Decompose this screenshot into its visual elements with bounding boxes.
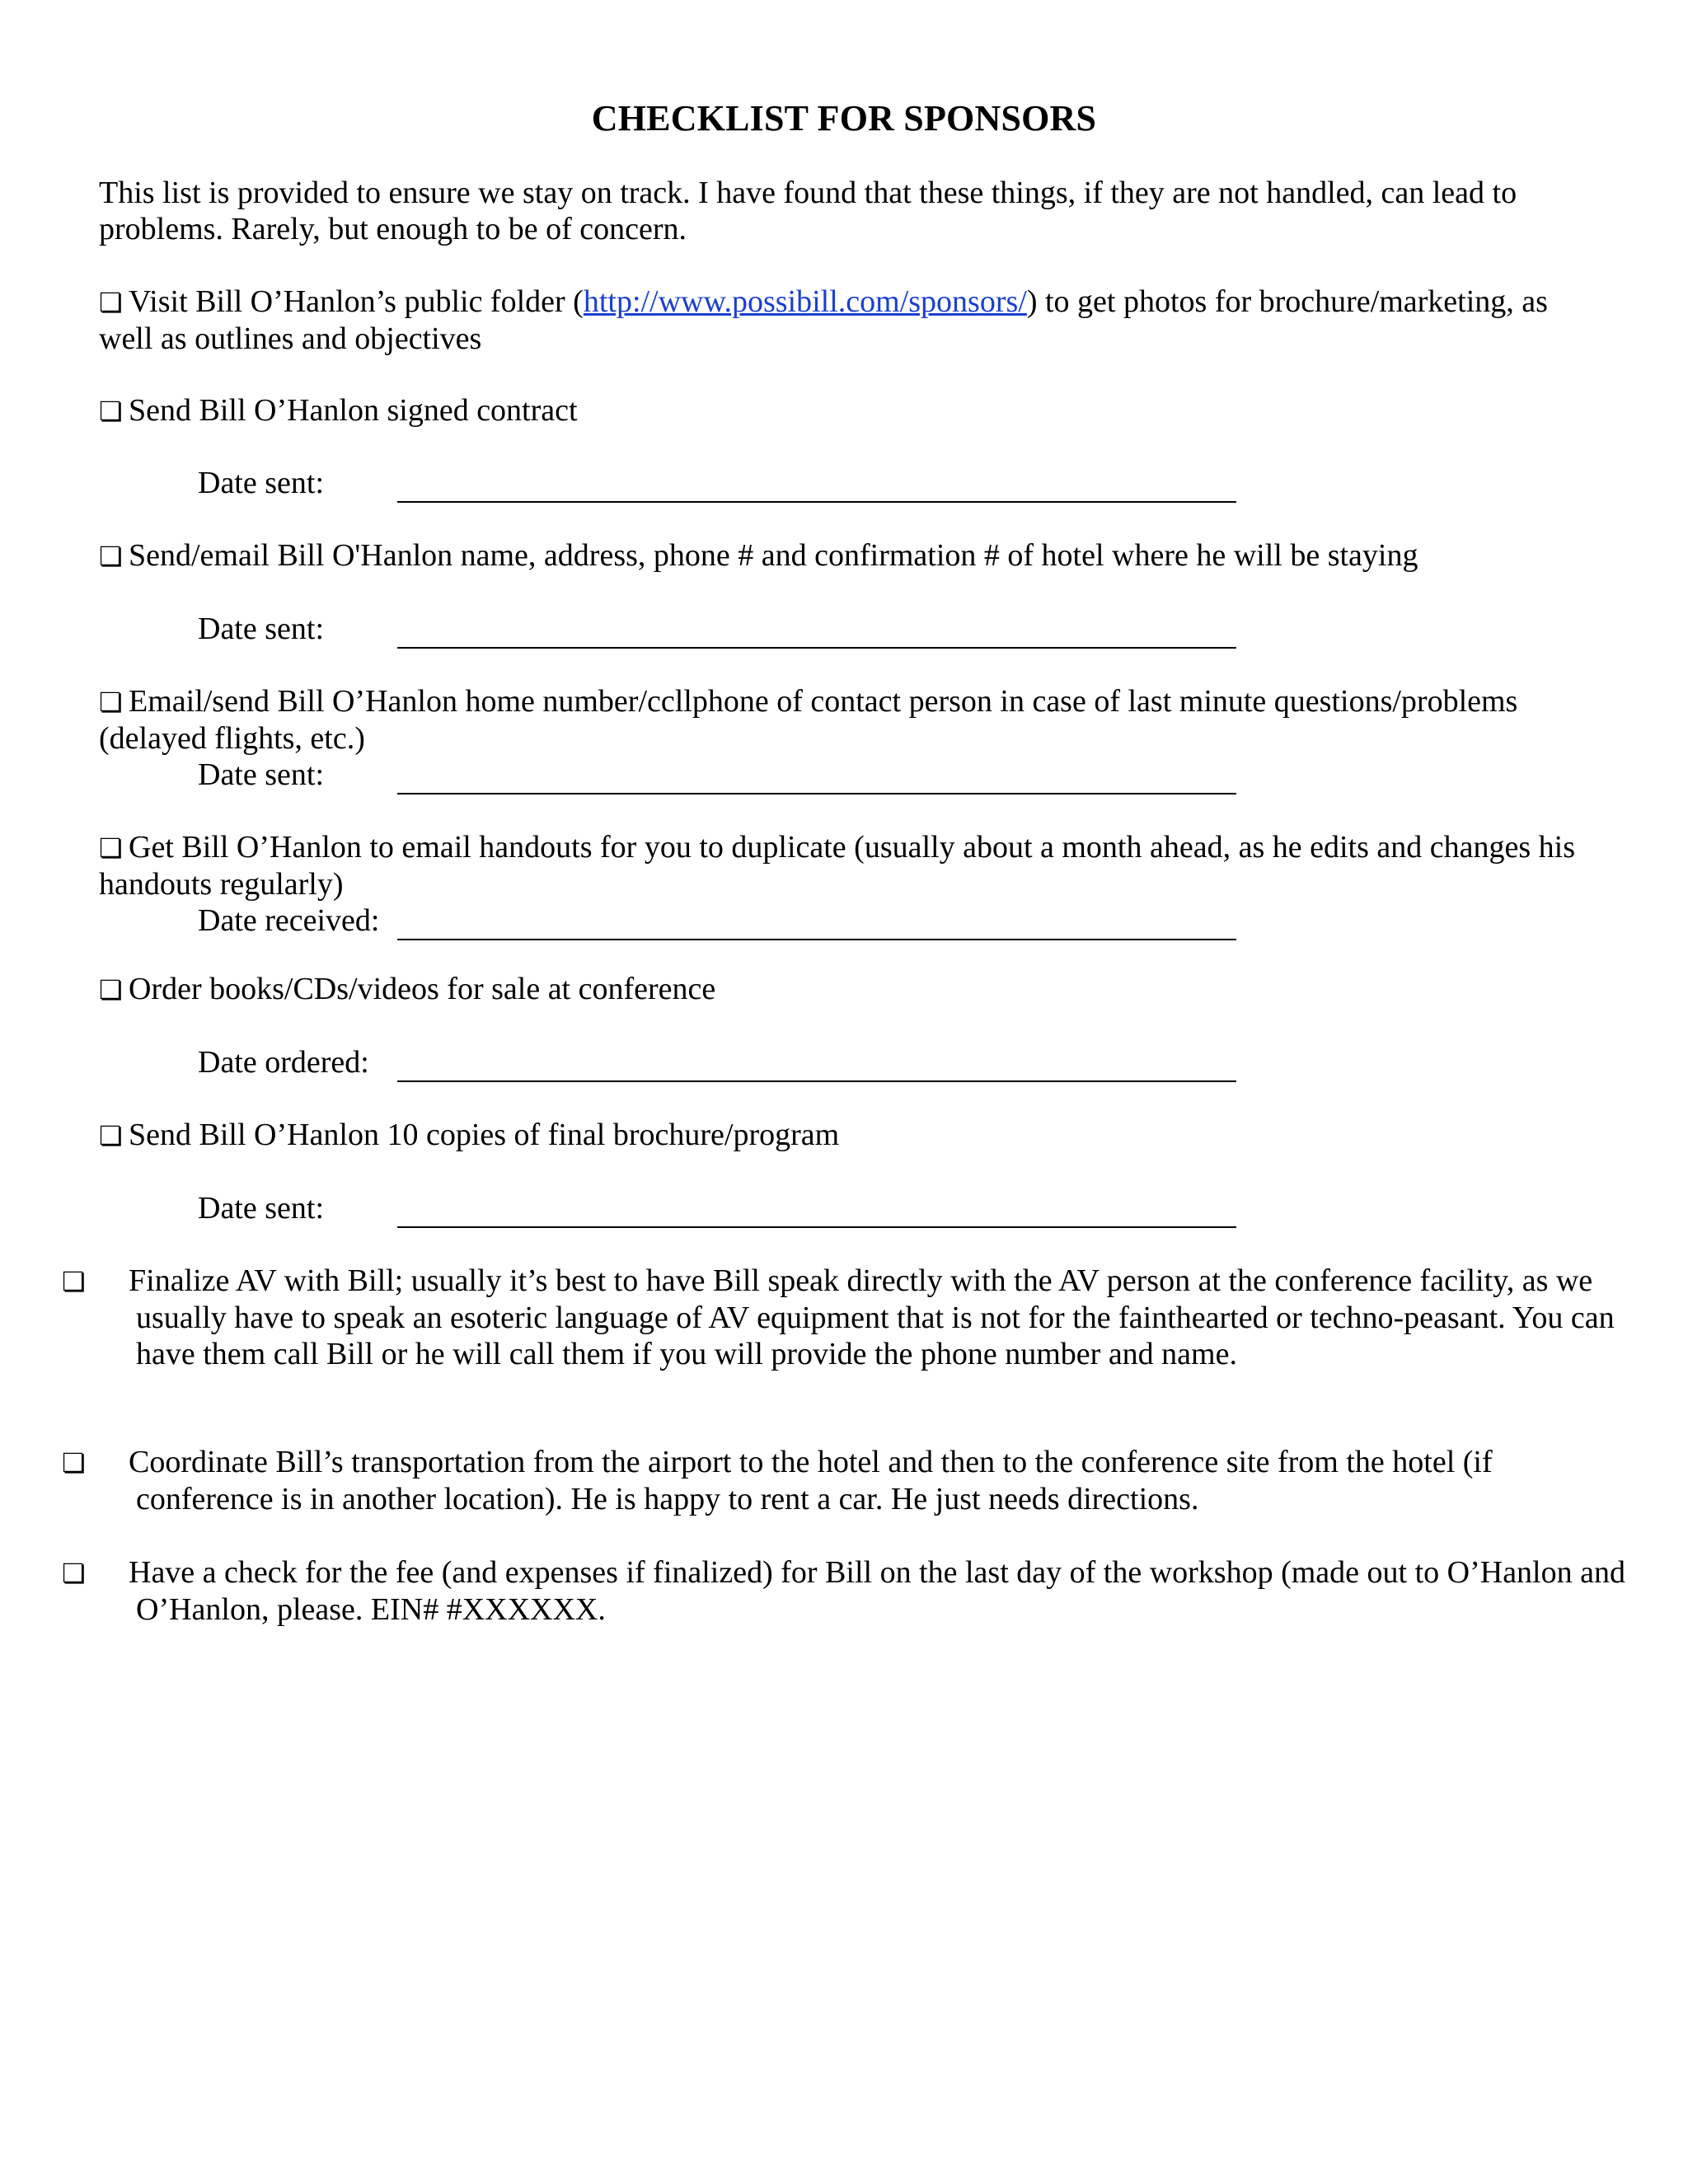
item-text: Order books/CDs/videos for sale at conference	[129, 972, 716, 1006]
date-field-line[interactable]	[397, 1080, 1236, 1082]
date-label: Date sent:	[198, 466, 325, 500]
checklist-item-av	[62, 1263, 1636, 1372]
checkbox-icon[interactable]: ❏	[99, 975, 123, 1005]
item-text: Email/send Bill O’Hanlon home number/ccllphone of contact person in case of last minute questions/problems (delayed flights, etc.)	[99, 684, 1518, 756]
checklist-item-books	[99, 971, 1599, 1008]
checkbox-icon[interactable]: ❏	[99, 833, 123, 863]
checkbox-icon[interactable]: ❏	[99, 288, 123, 317]
checklist-item-handouts	[99, 829, 1599, 902]
date-label: Date ordered:	[198, 1045, 369, 1080]
page-title: CHECKLIST FOR SPONSORS	[591, 98, 1097, 138]
item-text: Have a check for the fee (and expenses if finalized) for Bill on the last day of the workshop (made out to O’Hanlon and O’Hanlon, please. EIN# #XXXXXX.	[129, 1555, 1625, 1627]
date-label: Date sent:	[198, 757, 325, 792]
checklist-item-check	[62, 1554, 1636, 1628]
date-field-line[interactable]	[397, 793, 1236, 794]
intro-paragraph: This list is provided to ensure we stay on track. I have found that these things, if they are not handled, can lead to problems. Rarely, but enough to be of concern.	[99, 176, 1517, 246]
date-sent-row	[198, 757, 396, 793]
date-ordered-row	[198, 1044, 396, 1080]
item-text: Send/email Bill O'Hanlon name, address, phone # and confirmation # of hotel where he will be staying	[129, 538, 1418, 573]
checkbox-icon[interactable]: ❏	[62, 1448, 86, 1478]
date-sent-row	[198, 1190, 396, 1226]
item-text: Send Bill O’Hanlon signed contract	[129, 393, 578, 428]
checkbox-icon[interactable]: ❏	[99, 1121, 123, 1151]
date-field-line[interactable]	[397, 939, 1236, 940]
date-label: Date sent:	[198, 1191, 325, 1226]
sponsors-folder-link[interactable]: http://www.possibill.com/sponsors/	[583, 284, 1027, 319]
checkbox-icon[interactable]: ❏	[99, 541, 123, 571]
date-field-line[interactable]	[397, 501, 1236, 503]
item-text: Get Bill O’Hanlon to email handouts for you to duplicate (usually about a month ahead, as he edits and changes his handouts regularly)	[99, 830, 1575, 902]
item-text: Coordinate Bill’s transportation from the airport to the hotel and then to the conference site from the hotel (if conference is in another location). He is happy to rent a car. He just needs directions.	[129, 1445, 1493, 1516]
date-field-line[interactable]	[397, 647, 1236, 649]
item-text: Send Bill O’Hanlon 10 copies of final brochure/program	[129, 1118, 840, 1152]
item-text-before: Visit Bill O’Hanlon’s public folder (	[129, 284, 584, 319]
item-text: Finalize AV with Bill; usually it’s best to have Bill speak directly with the AV person at the conference facility, as we usually have to speak an esoteric language of AV equipment that is not for the fainthearted or techno-peasant. You can have them call Bill or he will call them if you will provide the phone number and name.	[129, 1263, 1615, 1371]
checklist-item-contact	[99, 683, 1599, 757]
date-received-row	[198, 902, 396, 939]
item-text-after: ) to get photos for brochure/marketing, as well as outlines and objectives	[99, 284, 1548, 356]
date-sent-row	[198, 465, 396, 501]
date-sent-row	[198, 611, 396, 647]
date-field-line[interactable]	[397, 1226, 1236, 1228]
checklist-item-hotel	[99, 537, 1599, 574]
checkbox-icon[interactable]: ❏	[99, 687, 123, 717]
checkbox-icon[interactable]: ❏	[62, 1267, 86, 1296]
date-label: Date sent:	[198, 612, 325, 646]
checklist-item-photos	[99, 284, 1599, 357]
checkbox-icon[interactable]: ❏	[62, 1558, 86, 1588]
checklist-item-brochures	[99, 1117, 1599, 1154]
checklist-item-contract	[99, 392, 1599, 429]
checkbox-icon[interactable]: ❏	[99, 396, 123, 426]
checklist-item-transportation	[62, 1444, 1636, 1517]
date-label: Date received:	[198, 903, 380, 938]
